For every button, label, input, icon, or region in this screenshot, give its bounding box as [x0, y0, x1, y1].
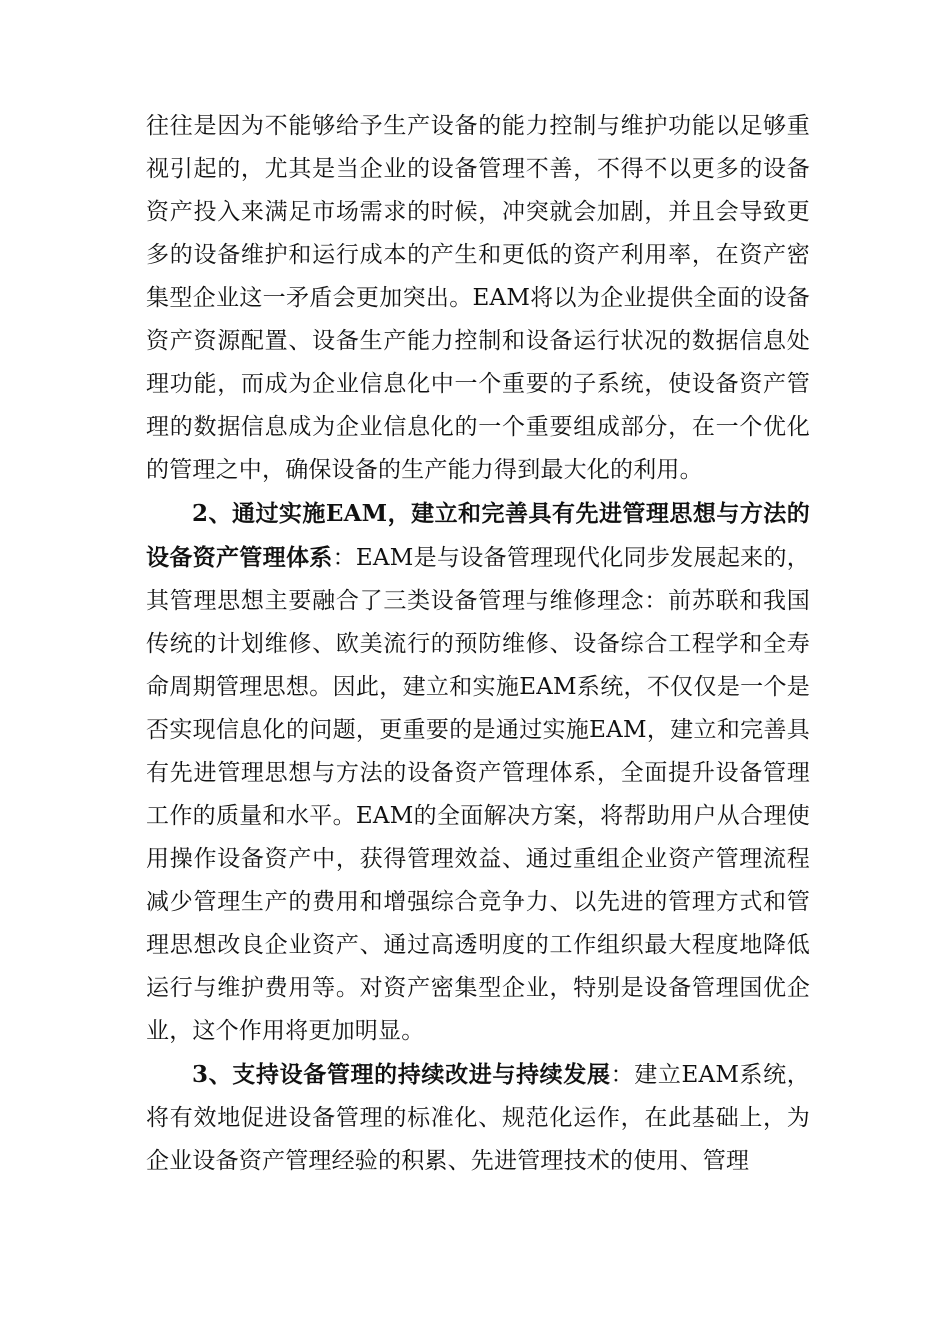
paragraph-1-text: 往往是因为不能够给予生产设备的能力控制与维护功能以足够重视引起的，尤其是当企业的设备管理不善，不得不以更多的设备资产投入来满足市场需求的时候，冲突就会加剧，并且会导致更多的设备维护和运行成本的产生和更低的资产利用率，在资产密集型企业这一矛盾会更加突出。EAM将以为企业提供全面的设备资产资源配置、设备生产能力控制和设备运行状况的数据信息处理功能，而成为企业信息化中一个重要的子系统，使设备资产管理的数据信息成为企业信息化的一个重要组成部分，在一个优化的管理之中，确保设备的生产能力得到最大化的利用。 — [146, 113, 810, 483]
paragraph-1 — [146, 105, 810, 492]
paragraph-2 — [146, 492, 810, 1053]
paragraph-3 — [146, 1053, 810, 1183]
paragraph-2-text: ：EAM是与设备管理现代化同步发展起来的，其管理思想主要融合了三类设备管理与维修理念：前苏联和我国传统的计划维修、欧美流行的预防维修、设备综合工程学和全寿命周期管理思想。因此，建立和实施EAM系统，不仅仅是一个是否实现信息化的问题，更重要的是通过实施EAM，建立和完善具有先进管理思想与方法的设备资产管理体系，全面提升设备管理工作的质量和水平。EAM的全面解决方案，将帮助用户从合理使用操作设备资产中，获得管理效益、通过重组企业资产管理流程减少管理生产的费用和增强综合竞争力、以先进的管理方式和管理思想改良企业资产、通过高透明度的工作组织最大程度地降低运行与维护费用等。对资产密集型企业，特别是设备管理国优企业，这个作用将更加明显。 — [146, 545, 810, 1044]
paragraph-3-heading: 3、支持设备管理的持续改进与持续发展 — [192, 1061, 611, 1088]
paragraph-2-heading: 2、通过实施EAM，建立和完善具有先进管理思想与方法的设备资产管理体系 — [146, 500, 810, 571]
document-body — [146, 105, 810, 1183]
paragraph-3-text: ：建立EAM系统，将有效地促进设备管理的标准化、规范化运作，在此基础上，为企业设备资产管理经验的积累、先进管理技术的使用、管理 — [146, 1062, 811, 1174]
